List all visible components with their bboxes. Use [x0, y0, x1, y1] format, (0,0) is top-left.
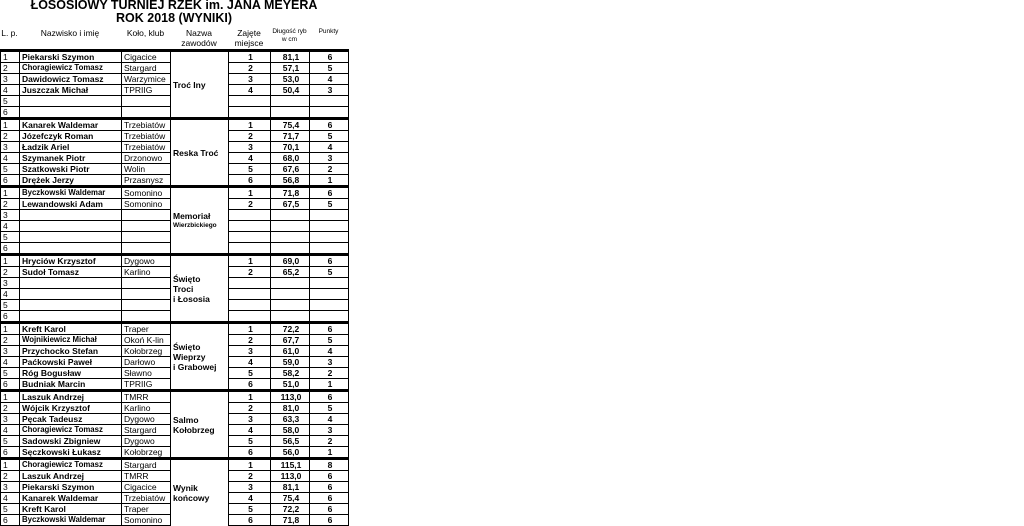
points-value: 8 [310, 459, 349, 471]
length-value: 81,1 [271, 482, 310, 493]
place-value: 5 [229, 164, 271, 175]
place-value: 1 [229, 459, 271, 471]
length-value: 50,4 [271, 85, 310, 96]
angler-name: Róg Bogusław [20, 368, 122, 379]
angler-name: Paćkowski Paweł [20, 357, 122, 368]
points-value: 3 [310, 85, 349, 96]
club-name: Darłowo [122, 357, 171, 368]
angler-name: Drężek Jerzy [20, 175, 122, 187]
place-value [229, 278, 271, 289]
document-subtitle: ROK 2018 (WYNIKI) [116, 11, 232, 25]
row-number: 2 [1, 471, 20, 482]
row-number: 4 [1, 493, 20, 504]
length-value: 67,6 [271, 164, 310, 175]
event-name-line: końcowy [173, 492, 210, 503]
event-name [171, 187, 229, 255]
length-value: 58,0 [271, 425, 310, 436]
club-name [122, 210, 171, 221]
row-number: 4 [1, 425, 20, 436]
table-row [1, 51, 349, 63]
event-name-line: Wieprzy [173, 351, 206, 362]
points-value: 5 [310, 131, 349, 142]
row-number: 6 [1, 243, 20, 255]
row-number: 4 [1, 357, 20, 368]
header-lp: L. p. [1, 28, 18, 38]
angler-name [20, 96, 122, 107]
length-value [271, 221, 310, 232]
points-value: 1 [310, 379, 349, 391]
club-name: Karlino [122, 267, 171, 278]
length-value: 56,8 [271, 175, 310, 187]
row-number: 5 [1, 164, 20, 175]
length-value [271, 300, 310, 311]
place-value: 2 [229, 199, 271, 210]
angler-name [20, 210, 122, 221]
length-value: 113,0 [271, 471, 310, 482]
club-name [122, 289, 171, 300]
club-name: Przasnysz [122, 175, 171, 187]
event-name-line: Memoriał [173, 210, 211, 221]
row-number: 6 [1, 311, 20, 323]
row-number: 5 [1, 232, 20, 243]
table-row [1, 187, 349, 199]
angler-name: Wójcik Krzysztof [20, 403, 122, 414]
club-name: Somonino [122, 199, 171, 210]
place-value: 3 [229, 142, 271, 153]
event-name-line: Troć Iny [173, 79, 206, 90]
angler-name: Sadowski Zbigniew [20, 436, 122, 447]
angler-name: Laszuk Andrzej [20, 471, 122, 482]
club-name: Dygowo [122, 255, 171, 267]
place-value: 5 [229, 436, 271, 447]
points-value [310, 107, 349, 119]
points-value [310, 289, 349, 300]
place-value [229, 210, 271, 221]
angler-name: Wojnikiewicz Michał [20, 335, 122, 346]
event-name-line: Kołobrzeg [173, 424, 215, 435]
event-name-line: Wynik [173, 482, 198, 493]
points-value: 5 [310, 335, 349, 346]
results-table [0, 49, 349, 526]
length-value: 113,0 [271, 391, 310, 403]
place-value [229, 107, 271, 119]
club-name: Stargard [122, 459, 171, 471]
club-name [122, 232, 171, 243]
place-value: 4 [229, 425, 271, 436]
row-number: 6 [1, 515, 20, 526]
length-value [271, 311, 310, 323]
angler-name: Piekarski Szymon [20, 482, 122, 493]
points-value: 2 [310, 164, 349, 175]
event-name [171, 119, 229, 187]
place-value [229, 243, 271, 255]
length-value: 56,0 [271, 447, 310, 459]
length-value: 59,0 [271, 357, 310, 368]
place-value: 1 [229, 51, 271, 63]
length-value: 51,0 [271, 379, 310, 391]
points-value [310, 232, 349, 243]
length-value: 75,4 [271, 493, 310, 504]
place-value: 2 [229, 267, 271, 278]
points-value: 1 [310, 175, 349, 187]
points-value: 3 [310, 357, 349, 368]
length-value: 75,4 [271, 119, 310, 131]
points-value: 6 [310, 493, 349, 504]
angler-name: Choragiewicz Tomasz [20, 459, 122, 471]
row-number: 2 [1, 267, 20, 278]
length-value: 56,5 [271, 436, 310, 447]
club-name: Karlino [122, 403, 171, 414]
length-value: 63,3 [271, 414, 310, 425]
length-value: 58,2 [271, 368, 310, 379]
length-value: 81,0 [271, 403, 310, 414]
row-number: 6 [1, 107, 20, 119]
points-value: 2 [310, 436, 349, 447]
points-value: 6 [310, 515, 349, 526]
table-row [1, 391, 349, 403]
club-name [122, 96, 171, 107]
angler-name: Laszuk Andrzej [20, 391, 122, 403]
event-name-line: Salmo [173, 414, 199, 425]
points-value: 6 [310, 119, 349, 131]
table-row [1, 323, 349, 335]
club-name: Trzebiatów [122, 142, 171, 153]
points-value: 6 [310, 51, 349, 63]
angler-name: Kanarek Waldemar [20, 493, 122, 504]
place-value: 3 [229, 414, 271, 425]
angler-name: Pęcak Tadeusz [20, 414, 122, 425]
length-value: 70,1 [271, 142, 310, 153]
row-number: 6 [1, 175, 20, 187]
event-name [171, 255, 229, 323]
club-name [122, 278, 171, 289]
angler-name [20, 221, 122, 232]
club-name: Okoń K-lin [122, 335, 171, 346]
event-name-line: Święto [173, 341, 201, 352]
points-value [310, 210, 349, 221]
length-value: 61,0 [271, 346, 310, 357]
angler-name: Ładzik Ariel [20, 142, 122, 153]
points-value: 5 [310, 267, 349, 278]
angler-name: Józefczyk Roman [20, 131, 122, 142]
place-value: 1 [229, 119, 271, 131]
row-number: 1 [1, 323, 20, 335]
event-name [171, 323, 229, 391]
row-number: 5 [1, 300, 20, 311]
points-value: 6 [310, 482, 349, 493]
row-number: 3 [1, 210, 20, 221]
row-number: 3 [1, 482, 20, 493]
row-number: 4 [1, 289, 20, 300]
table-header [0, 26, 348, 48]
club-name: Traper [122, 504, 171, 515]
event-name-line: Reska Troć [173, 147, 219, 158]
points-value [310, 278, 349, 289]
header-club: Koło, klub [126, 28, 165, 38]
points-value: 2 [310, 368, 349, 379]
place-value: 6 [229, 379, 271, 391]
row-number: 2 [1, 131, 20, 142]
header-event: Nazwa zawodów [181, 28, 217, 48]
length-value: 72,2 [271, 504, 310, 515]
length-value: 67,5 [271, 199, 310, 210]
angler-name [20, 289, 122, 300]
club-name: Drzonowo [122, 153, 171, 164]
length-value: 81,1 [271, 51, 310, 63]
points-value: 6 [310, 504, 349, 515]
club-name: Kołobrzeg [122, 346, 171, 357]
row-number: 4 [1, 85, 20, 96]
place-value [229, 311, 271, 323]
event-name [171, 51, 229, 119]
points-value: 4 [310, 346, 349, 357]
row-number: 3 [1, 278, 20, 289]
length-value: 69,0 [271, 255, 310, 267]
length-value: 71,8 [271, 187, 310, 199]
club-name: Traper [122, 323, 171, 335]
club-name: Dygowo [122, 414, 171, 425]
angler-name: Kreft Karol [20, 323, 122, 335]
length-value: 53,0 [271, 74, 310, 85]
row-number: 3 [1, 74, 20, 85]
row-number: 1 [1, 391, 20, 403]
event-name-line: Święto [173, 273, 201, 284]
angler-name: Hryciów Krzysztof [20, 255, 122, 267]
points-value [310, 300, 349, 311]
angler-name: Choragiewicz Tomasz [20, 425, 122, 436]
club-name [122, 300, 171, 311]
place-value: 5 [229, 368, 271, 379]
club-name: TPRIIG [122, 85, 171, 96]
angler-name: Byczkowski Waldemar [20, 187, 122, 199]
length-value [271, 210, 310, 221]
row-number: 3 [1, 346, 20, 357]
length-value: 68,0 [271, 153, 310, 164]
row-number: 2 [1, 403, 20, 414]
club-name: Sławno [122, 368, 171, 379]
angler-name [20, 232, 122, 243]
row-number: 5 [1, 504, 20, 515]
header-place: Zajęte miejsce [234, 28, 264, 48]
angler-name: Szymanek Piotr [20, 153, 122, 164]
length-value: 67,7 [271, 335, 310, 346]
place-value: 1 [229, 255, 271, 267]
row-number: 3 [1, 142, 20, 153]
header-points: Punkty [318, 28, 339, 35]
place-value: 3 [229, 346, 271, 357]
length-value [271, 232, 310, 243]
length-value: 115,1 [271, 459, 310, 471]
row-number: 2 [1, 335, 20, 346]
points-value [310, 243, 349, 255]
points-value: 6 [310, 471, 349, 482]
place-value: 1 [229, 391, 271, 403]
place-value [229, 96, 271, 107]
length-value [271, 107, 310, 119]
place-value: 4 [229, 85, 271, 96]
points-value: 6 [310, 323, 349, 335]
length-value: 71,8 [271, 515, 310, 526]
club-name: Somonino [122, 515, 171, 526]
points-value: 3 [310, 425, 349, 436]
angler-name: Kanarek Waldemar [20, 119, 122, 131]
event-name [171, 459, 229, 526]
club-name: Wolin [122, 164, 171, 175]
club-name: Kołobrzeg [122, 447, 171, 459]
length-value [271, 278, 310, 289]
angler-name: Kreft Karol [20, 504, 122, 515]
length-value [271, 96, 310, 107]
place-value: 2 [229, 63, 271, 74]
table-row [1, 459, 349, 471]
points-value: 4 [310, 74, 349, 85]
place-value: 4 [229, 153, 271, 164]
club-name [122, 311, 171, 323]
place-value: 5 [229, 504, 271, 515]
club-name [122, 243, 171, 255]
angler-name: Sudoł Tomasz [20, 267, 122, 278]
place-value [229, 300, 271, 311]
angler-name: Piekarski Szymon [20, 51, 122, 63]
place-value: 1 [229, 323, 271, 335]
angler-name [20, 278, 122, 289]
place-value: 4 [229, 493, 271, 504]
club-name: Somonino [122, 187, 171, 199]
place-value: 3 [229, 74, 271, 85]
angler-name: Juszczak Michał [20, 85, 122, 96]
place-value: 4 [229, 357, 271, 368]
club-name: TMRR [122, 471, 171, 482]
points-value [310, 96, 349, 107]
club-name: Warzymice [122, 74, 171, 85]
points-value [310, 221, 349, 232]
place-value: 6 [229, 175, 271, 187]
club-name [122, 107, 171, 119]
event-name-line: Troci [173, 283, 194, 294]
place-value: 2 [229, 131, 271, 142]
angler-name [20, 107, 122, 119]
table-row [1, 255, 349, 267]
points-value: 1 [310, 447, 349, 459]
club-name: Stargard [122, 63, 171, 74]
event-name [171, 391, 229, 459]
row-number: 2 [1, 199, 20, 210]
row-number: 1 [1, 187, 20, 199]
place-value [229, 221, 271, 232]
points-value [310, 311, 349, 323]
row-number: 3 [1, 414, 20, 425]
place-value: 2 [229, 403, 271, 414]
length-value [271, 289, 310, 300]
document-title: ŁOSOSIOWY TURNIEJ RZEK im. JANA MEYERA [30, 0, 318, 12]
place-value: 2 [229, 471, 271, 482]
angler-name: Byczkowski Waldemar [20, 515, 122, 526]
row-number: 6 [1, 447, 20, 459]
event-name-line: i Łososia [173, 293, 210, 304]
header-length: Długość ryb w cm [272, 28, 307, 43]
place-value: 2 [229, 335, 271, 346]
angler-name [20, 311, 122, 323]
angler-name: Lewandowski Adam [20, 199, 122, 210]
angler-name: Przychocko Stefan [20, 346, 122, 357]
place-value: 1 [229, 187, 271, 199]
row-number: 1 [1, 459, 20, 471]
place-value [229, 232, 271, 243]
length-value: 72,2 [271, 323, 310, 335]
row-number: 4 [1, 221, 20, 232]
event-name-line: Wierzbickiego [173, 221, 217, 229]
angler-name: Szatkowski Piotr [20, 164, 122, 175]
row-number: 1 [1, 51, 20, 63]
points-value: 6 [310, 391, 349, 403]
place-value: 6 [229, 447, 271, 459]
angler-name: Sęczkowski Łukasz [20, 447, 122, 459]
points-value: 5 [310, 199, 349, 210]
points-value: 3 [310, 153, 349, 164]
row-number: 1 [1, 255, 20, 267]
angler-name [20, 300, 122, 311]
points-value: 5 [310, 63, 349, 74]
angler-name: Choragiewicz Tomasz [20, 63, 122, 74]
angler-name: Budniak Marcin [20, 379, 122, 391]
row-number: 5 [1, 368, 20, 379]
club-name: TPRIIG [122, 379, 171, 391]
row-number: 5 [1, 436, 20, 447]
length-value [271, 243, 310, 255]
place-value: 6 [229, 515, 271, 526]
place-value [229, 289, 271, 300]
club-name: Cigacice [122, 51, 171, 63]
club-name: Trzebiatów [122, 119, 171, 131]
points-value: 4 [310, 142, 349, 153]
length-value: 57,1 [271, 63, 310, 74]
club-name: Stargard [122, 425, 171, 436]
event-name-line: i Grabowej [173, 361, 217, 372]
club-name: Trzebiatów [122, 493, 171, 504]
angler-name: Dawidowicz Tomasz [20, 74, 122, 85]
points-value: 6 [310, 255, 349, 267]
club-name: Dygowo [122, 436, 171, 447]
row-number: 5 [1, 96, 20, 107]
row-number: 2 [1, 63, 20, 74]
points-value: 4 [310, 414, 349, 425]
table-row [1, 119, 349, 131]
club-name: Trzebiatów [122, 131, 171, 142]
points-value: 5 [310, 403, 349, 414]
club-name: Cigacice [122, 482, 171, 493]
row-number: 1 [1, 119, 20, 131]
row-number: 6 [1, 379, 20, 391]
points-value: 6 [310, 187, 349, 199]
club-name [122, 221, 171, 232]
length-value: 65,2 [271, 267, 310, 278]
length-value: 71,7 [271, 131, 310, 142]
place-value: 3 [229, 482, 271, 493]
club-name: TMRR [122, 391, 171, 403]
row-number: 4 [1, 153, 20, 164]
angler-name [20, 243, 122, 255]
header-name: Nazwisko i imię [40, 28, 100, 38]
